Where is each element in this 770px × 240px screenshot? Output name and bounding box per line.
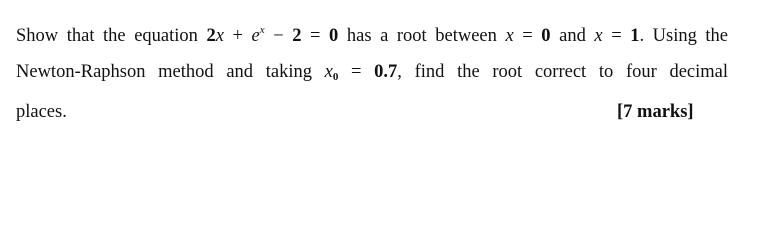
question-line-2 [16, 63, 728, 82]
question-text: Newton-Raphson method and taking [16, 62, 312, 82]
question-text: places. [16, 102, 67, 122]
question-line-1 [16, 24, 729, 46]
question-text: , find the root correct to four decimal [397, 62, 728, 82]
question-text: has a root between [346, 26, 497, 46]
question-line-3 [16, 103, 67, 122]
question-text: Show that the equation [16, 26, 198, 46]
lower-bound: x = 0 [505, 26, 551, 46]
initial-value: $x_0 = 0.7$ [324, 62, 398, 83]
question-text: and [559, 26, 586, 46]
question-text: . Using the [639, 26, 729, 46]
marks-label: [7 marks] [617, 102, 694, 122]
upper-bound: x = 1 [594, 26, 640, 46]
equation: $2x + e^x - 2 = 0$ [206, 24, 339, 46]
